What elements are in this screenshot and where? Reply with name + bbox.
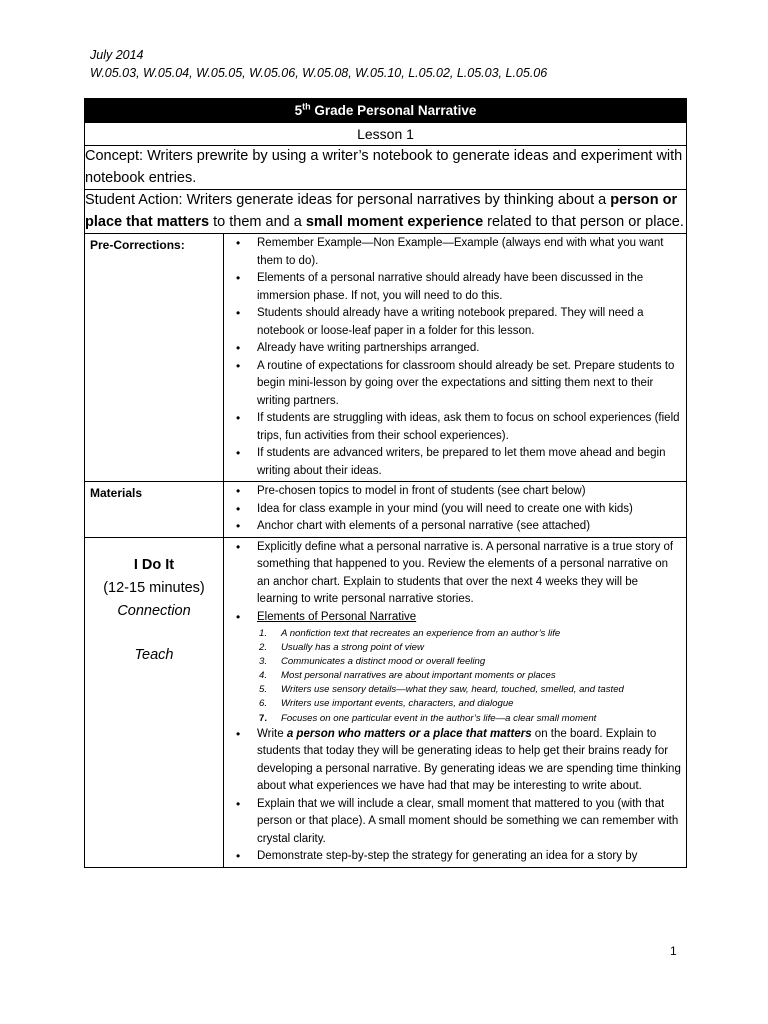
list-item [232, 609, 682, 726]
list-item: • Remember Example—Non Example—Example (always end with what you want them to do). [232, 235, 682, 270]
element-item: 6. Writers use important events, characters, and dialogue [259, 698, 514, 710]
list-item: • Students should already have a writing notebook prepared. They will need a notebook or loose-leaf paper in a folder for this lesson. [232, 305, 682, 340]
connection-label: Connection [117, 602, 191, 619]
list-item: • Anchor chart with elements of a personal narrative (see attached) [232, 518, 682, 536]
i-do-it-list [232, 539, 682, 866]
header-date: July 2014 [90, 48, 144, 62]
list-item: • Write a person who matters or a place that matters on the board. Explain to students that today they will be generating ideas to help get their brains ready for developing a personal narrative. By generating ideas we are spending time thinking about what experiences we have had that may be interesting to write about. [232, 726, 682, 796]
element-item: 7. Focuses on one particular event in the author’s life—a clear small moment [259, 712, 597, 724]
concept-row [85, 146, 687, 190]
concept-text: Writers prewrite by using a writer’s notebook to generate ideas and experiment with notebook entries. [85, 148, 683, 186]
elements-heading: Elements of Personal Narrative [257, 610, 417, 623]
element-item: 5. Writers use sensory details—what they saw, heard, touched, smelled, and tasted [259, 684, 624, 696]
list-item: • Explicitly define what a personal narrative is. A personal narrative is a true story of something that happened to you. Review the elements of a personal narrative on an anchor chart. Explain to students that over the next 4 weeks they will be learning to write personal narrative stories. [232, 539, 682, 609]
lesson-number: Lesson 1 [85, 123, 687, 146]
list-item: • Demonstrate step-by-step the strategy for generating an idea for a story by [232, 848, 682, 866]
lesson-row [85, 123, 687, 146]
i-do-it-time: (12-15 minutes) [103, 579, 205, 596]
precorrections-content [224, 234, 687, 482]
materials-content [224, 482, 687, 538]
precorrections-label: Pre-Corrections: [85, 234, 224, 482]
concept-label: Concept: [85, 148, 144, 164]
i-do-it-label-cell [85, 537, 224, 867]
spacer [85, 623, 223, 644]
page-header [90, 46, 547, 82]
element-item: 2. Usually has a strong point of view [259, 642, 424, 654]
lesson-table [84, 98, 687, 868]
concept-cell [85, 146, 687, 190]
element-item: 4. Most personal narratives are about important moments or places [259, 670, 556, 682]
elements-list [257, 627, 682, 726]
list-item: • Already have writing partnerships arranged. [232, 340, 682, 358]
list-item: • Explain that we will include a clear, small moment that mattered to you (with that person or that place). A small moment should be something we can remember with crystal clarity. [232, 796, 682, 849]
precorrections-row [85, 234, 687, 482]
element-item: 3. Communicates a distinct mood or overall feeling [259, 656, 486, 668]
title-row [85, 99, 687, 123]
list-item: • A routine of expectations for classroom should already be set. Prepare students to begin mini-lesson by going over the expectations and sitting them next to their writing partners. [232, 358, 682, 411]
materials-row [85, 482, 687, 538]
i-do-it-content [224, 537, 687, 867]
page-number: 1 [670, 944, 677, 958]
materials-list [232, 483, 682, 536]
i-do-it-row [85, 537, 687, 867]
student-action-cell: Student Action: Writers generate ideas for personal narratives by thinking about a person or place that matters to them and a small moment experience related to that person or place. [85, 190, 687, 234]
materials-label: Materials [85, 482, 224, 538]
student-action-row [85, 190, 687, 234]
element-item: 1. A nonfiction text that recreates an experience from an author’s life [259, 628, 561, 639]
list-item: • If students are struggling with ideas, ask them to focus on school experiences (field trips, fun activities from their school experiences). [232, 410, 682, 445]
i-do-it-title: I Do It [133, 556, 175, 573]
list-item: • Idea for class example in your mind (you will need to create one with kids) [232, 501, 682, 519]
list-item: • Pre-chosen topics to model in front of students (see chart below) [232, 483, 682, 501]
lesson-plan-title: 5th Grade Personal Narrative [85, 99, 687, 123]
precorrections-list [232, 235, 682, 480]
header-standards: W.05.03, W.05.04, W.05.05, W.05.06, W.05.08, W.05.10, L.05.02, L.05.03, L.05.06 [90, 66, 548, 80]
teach-label: Teach [134, 646, 174, 663]
list-item: • If students are advanced writers, be prepared to let them move ahead and begin writing about their ideas. [232, 445, 682, 480]
list-item: • Elements of a personal narrative should already have been discussed in the immersion phase. If not, you will need to do this. [232, 270, 682, 305]
